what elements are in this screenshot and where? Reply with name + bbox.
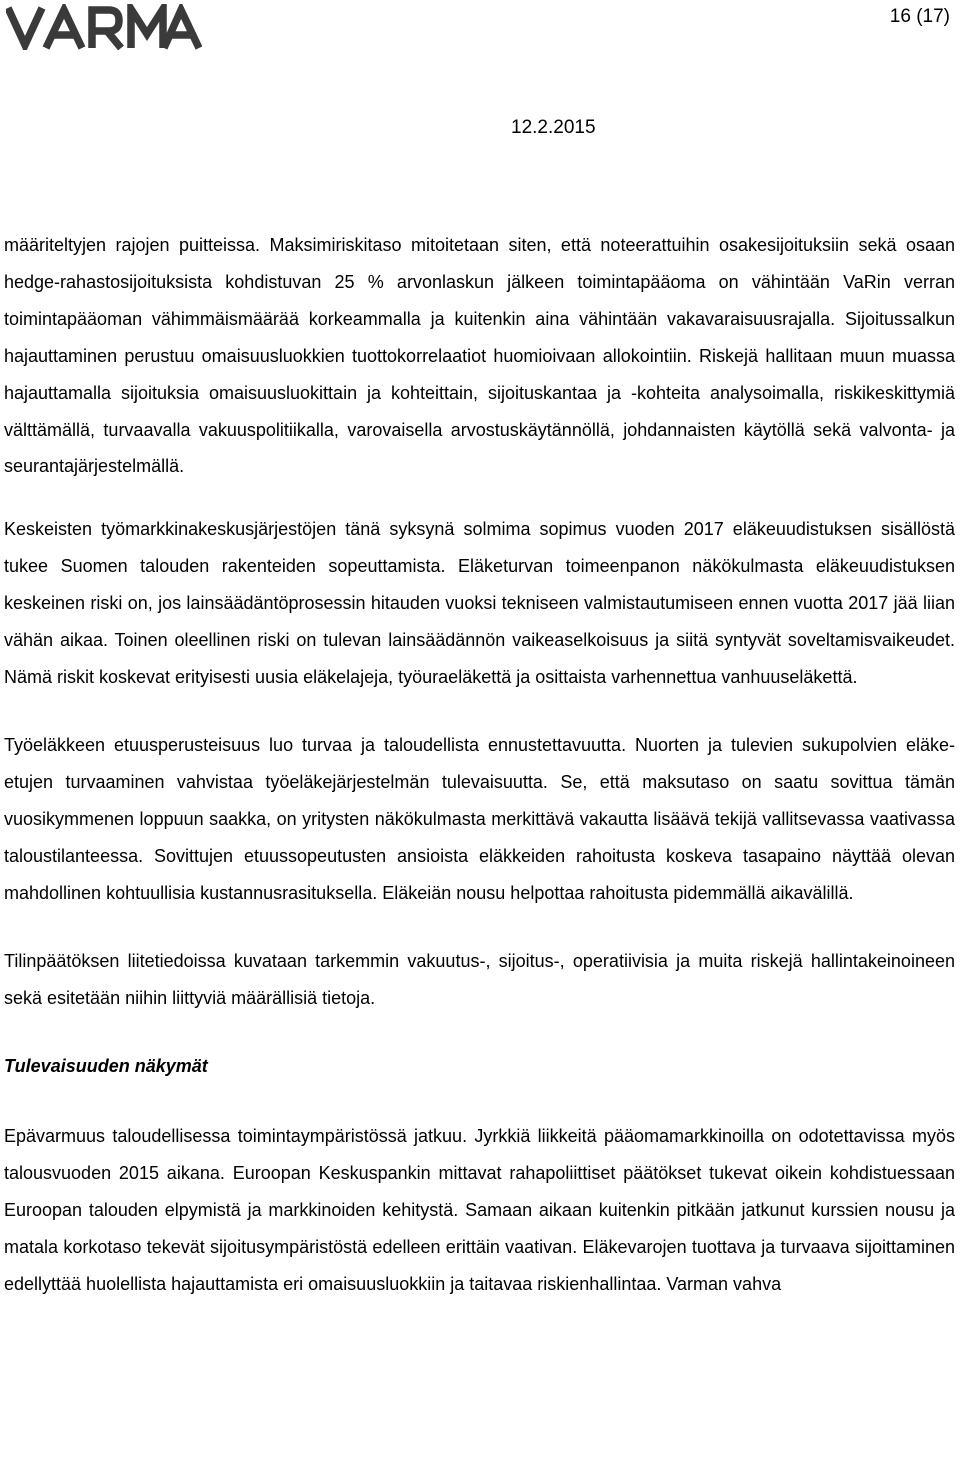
section-heading: Tulevaisuuden näkymät — [4, 1056, 208, 1077]
varma-logo-graphic — [6, 4, 202, 50]
body-paragraph: Työeläkkeen etuusperusteisuus luo turvaa ja taloudellista ennustettavuutta. Nuorten ja tulevien sukupolvien eläke-etujen turvaaminen vahvistaa työeläkejärjestelmän tulevaisuutta. Se, että maksutaso on saatu sovittua tämän vuosikymmenen loppuun saakka, on yritysten näkökulmasta merkittävä vakautta lisäävä tekijä vallitsevassa vaativassa taloustilanteessa. Sovittujen etuussopeutusten ansioista eläkkeiden rahoitusta koskeva tasapaino näyttää olevan mahdollinen kohtuullisia kustannusrasituksella. Eläkeiän nousu helpottaa rahoitusta pidemmällä aikavälillä. — [4, 734, 955, 903]
varma-logo — [6, 4, 202, 50]
body-paragraph: Tilinpäätöksen liitetiedoissa kuvataan tarkemmin vakuutus-, sijoitus-, operatiivisia ja muita riskejä hallintakeinoineen sekä esitetään niihin liittyviä määrällisiä tietoja. — [4, 951, 955, 1009]
page-number: 16 (17) — [889, 6, 950, 27]
body-paragraph: Epävarmuus taloudellisessa toimintaympäristössä jatkuu. Jyrkkiä liikkeitä pääomamarkkinoilla on odotettavissa myös talousvuoden 2015 aikana. Euroopan Keskuspankin mittavat rahapoliittiset päätökset tukevat oikein kohdistuessaan Euroopan talouden elpymistä ja markkinoiden kehitystä. Samaan aikaan kuitenkin pitkään jatkunut kurssien nousu ja matala korkotaso tekevät sijoitusympäristöstä edelleen erittäin vaativan. Eläkevarojen tuottava ja turvaava sijoittaminen edellyttää huolellista hajauttamista eri omaisuusluokkiin ja taitavaa riskienhallintaa. Varman vahva — [4, 1126, 955, 1294]
document-body — [4, 227, 955, 1331]
body-paragraph: Keskeisten työmarkkinakeskusjärjestöjen tänä syksynä solmima sopimus vuoden 2017 eläkeuudistuksen sisällöstä tukee Suomen talouden rakenteiden sopeuttamista. Eläketurvan toimeenpanon näkökulmasta eläkeuudistuksen keskeinen riski on, jos lainsäädäntöprosessin hitauden vuoksi tekniseen valmistautumiseen ennen vuotta 2017 jää liian vähän aikaa. Toinen oleellinen riski on tulevan lainsäädännön vaikeaselkoisuus ja siitä syntyvät soveltamisvaikeudet. Nämä riskit koskevat erityisesti uusia eläkelajeja, työuraeläkettä ja osittaista varhennettua vanhuuseläkettä. — [4, 519, 955, 687]
body-paragraph: määriteltyjen rajojen puitteissa. Maksimiriskitaso mitoitetaan siten, että noteerattuihin osakesijoituksiin sekä osaan hedge-rahastosijoituksista kohdistuvan 25 % arvonlaskun jälkeen toimintapääoma on vähintään VaRin verran toimintapääoman vähimmäismäärää korkeammalla ja kuitenkin aina vähintään vakavaraisuusrajalla. Sijoitussalkun hajauttaminen perustuu omaisuusluokkien tuottokorrelaatiot huomioivaan allokointiin. Riskejä hallitaan muun muassa hajauttamalla sijoituksia omaisuusluokittain ja kohteittain, sijoituskantaa ja -kohteita analysoimalla, riskikeskittymiä välttämällä, turvaavalla vakuuspolitiikalla, varovaisella arvostuskäytännöllä, johdannaisten käytöllä sekä valvonta- ja seurantajärjestelmällä. — [4, 235, 955, 477]
document-date: 12.2.2015 — [511, 117, 596, 138]
